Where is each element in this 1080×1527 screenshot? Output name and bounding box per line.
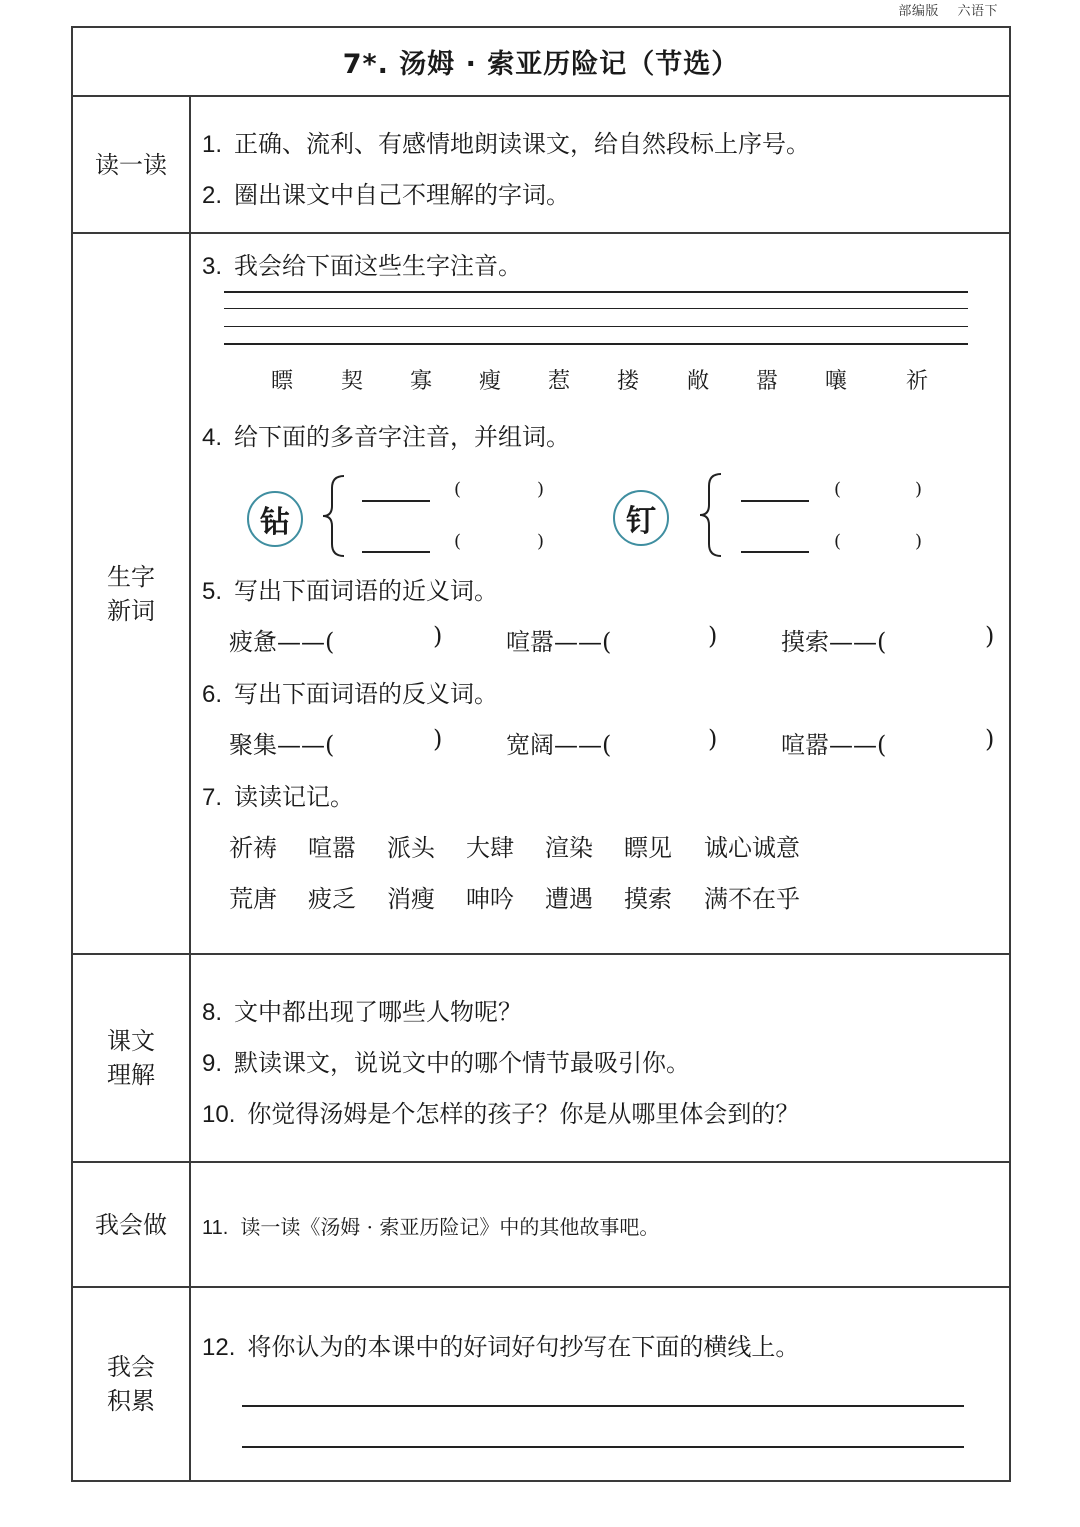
antonym-item: 喧嚣——( — [781, 731, 887, 759]
question-text: 正确、流利、有感情地朗读课文，给自然段标上序号。 — [234, 130, 811, 158]
word-item: 摸索 — [624, 885, 672, 913]
synonym-item: 摸索——( — [781, 628, 887, 656]
question-number: 10. — [202, 1101, 236, 1128]
question-6 — [202, 674, 498, 709]
section-do-label: 我会做 — [95, 1210, 167, 1239]
pinyin-char: 搂 — [617, 369, 640, 394]
question-number: 9. — [202, 1050, 223, 1077]
question-text: 将你认为的本课中的好词好句抄写在下面的横线上。 — [247, 1333, 800, 1361]
question-text: 给下面的多音字注音，并组词。 — [234, 423, 571, 451]
antonym-item: 宽阔——( — [506, 731, 612, 759]
word-item: 疲乏 — [308, 885, 356, 913]
section-accumulate — [72, 1288, 190, 1480]
section-read — [72, 97, 190, 232]
question-text: 写出下面词语的反义词。 — [234, 680, 499, 708]
question-12 — [202, 1327, 799, 1362]
question-7 — [202, 777, 354, 812]
edition-label: 部编版 — [898, 4, 939, 19]
polyphone-char: 钻 — [247, 491, 303, 547]
section-understand-label-2: 理解 — [107, 1061, 155, 1089]
brace-icon — [697, 472, 727, 558]
section-do — [72, 1163, 190, 1286]
brace-icon — [320, 474, 350, 558]
question-number: 12. — [202, 1334, 236, 1361]
question-number: 11. — [202, 1217, 229, 1239]
word-item: 诚心诚意 — [704, 834, 800, 862]
section-vocab-label-1: 生字 — [107, 562, 155, 591]
question-number: 1. — [202, 131, 223, 158]
question-text: 写出下面词语的近义词。 — [234, 577, 499, 605]
question-number: 4. — [202, 424, 223, 451]
grade-label: 六语下 — [957, 4, 998, 19]
question-number: 2. — [202, 182, 223, 209]
section-understand — [72, 955, 190, 1161]
question-3 — [202, 246, 522, 281]
question-text: 圈出课文中自己不理解的字词。 — [234, 181, 571, 209]
writing-line[interactable] — [242, 1405, 964, 1407]
word-item: 大肆 — [466, 834, 514, 862]
question-9 — [202, 1043, 690, 1078]
question-5 — [202, 571, 498, 606]
pinyin-char: 嚷 — [825, 369, 848, 394]
word-item: 祈祷 — [229, 834, 277, 862]
question-8 — [202, 992, 522, 1027]
word-item: 荒唐 — [229, 885, 277, 913]
word-item: 派头 — [387, 834, 435, 862]
section-accumulate-label-2: 积累 — [107, 1387, 155, 1415]
pinyin-char: 敞 — [687, 369, 710, 394]
section-read-label: 读一读 — [95, 150, 167, 179]
question-text: 读一读《汤姆 · 索亚历险记》中的其他故事吧。 — [240, 1215, 660, 1239]
synonym-item: 疲惫——( — [229, 628, 335, 656]
question-10 — [202, 1094, 799, 1129]
pinyin-char: 寡 — [410, 369, 433, 394]
question-2 — [202, 175, 570, 210]
word-item: 呻吟 — [466, 885, 514, 913]
question-text: 默读课文，说说文中的哪个情节最吸引你。 — [234, 1049, 691, 1077]
lesson-title: 7*. 汤姆 · 索亚历险记（节选） — [342, 48, 740, 80]
question-number: 5. — [202, 578, 223, 605]
question-11 — [202, 1211, 659, 1240]
section-accumulate-label-1: 我会 — [107, 1353, 155, 1381]
question-number: 8. — [202, 999, 223, 1026]
section-vocab-label-2: 新词 — [107, 596, 155, 625]
pinyin-char: 瞟 — [271, 369, 294, 394]
question-4 — [202, 417, 570, 452]
section-vocab — [72, 234, 190, 953]
question-text: 我会给下面这些生字注音。 — [234, 252, 523, 280]
question-number: 6. — [202, 681, 223, 708]
question-number: 7. — [202, 784, 223, 811]
section-understand-label-1: 课文 — [107, 1027, 155, 1055]
antonym-item: 聚集——( — [229, 731, 335, 759]
pinyin-char: 瘦 — [479, 369, 502, 394]
question-text: 文中都出现了哪些人物呢？ — [234, 998, 523, 1026]
pinyin-char: 契 — [341, 369, 364, 394]
word-item: 渲染 — [545, 834, 593, 862]
synonym-item: 喧嚣——( — [506, 628, 612, 656]
page-header — [884, 0, 998, 19]
writing-line[interactable] — [242, 1446, 964, 1448]
question-text: 读读记记。 — [234, 783, 355, 811]
polyphone-char: 钉 — [613, 490, 669, 546]
word-item: 遭遇 — [545, 885, 593, 913]
word-item: 喧嚣 — [308, 834, 356, 862]
question-1 — [202, 124, 810, 159]
pinyin-char: 嚣 — [756, 369, 779, 394]
question-number: 3. — [202, 253, 223, 280]
question-text: 你觉得汤姆是个怎样的孩子？你是从哪里体会到的？ — [247, 1100, 800, 1128]
word-item: 满不在乎 — [704, 885, 800, 913]
pinyin-char: 祈 — [906, 369, 929, 394]
pinyin-char: 惹 — [548, 369, 571, 394]
word-item: 消瘦 — [387, 885, 435, 913]
word-item: 瞟见 — [624, 834, 672, 862]
